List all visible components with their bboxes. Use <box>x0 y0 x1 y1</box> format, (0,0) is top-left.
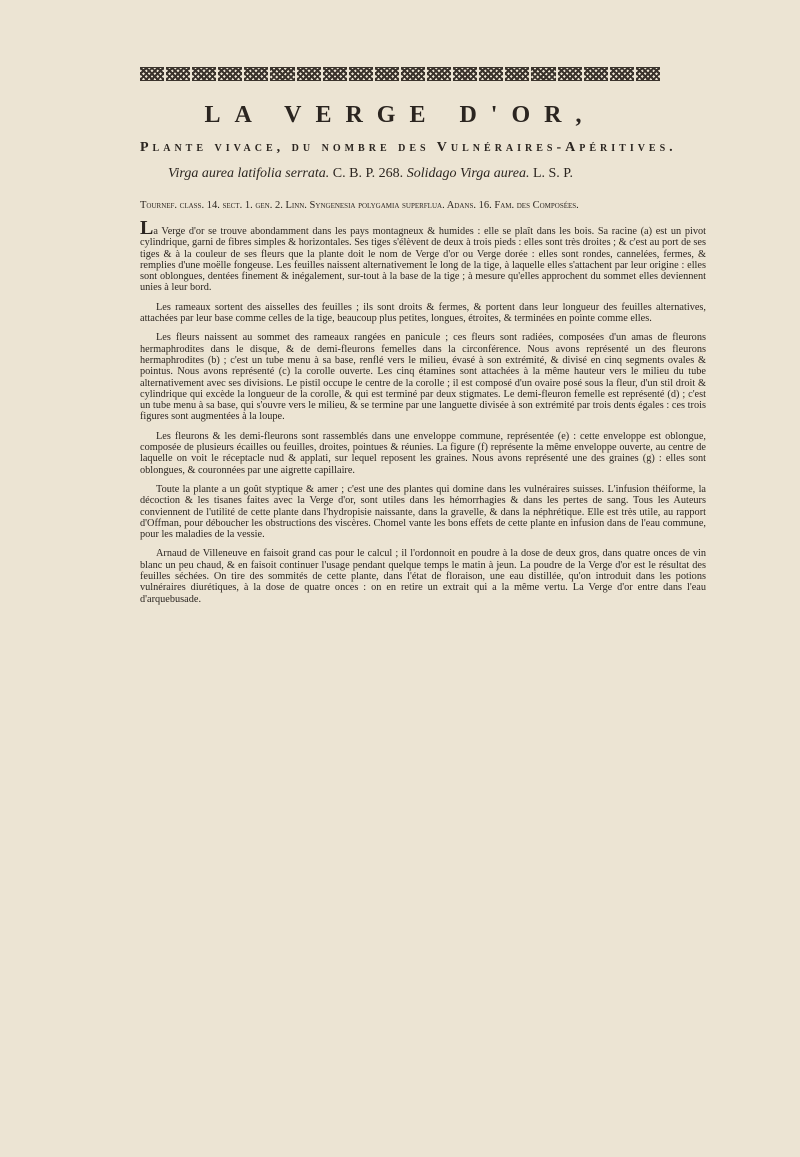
header-ornament <box>140 66 660 82</box>
latin-names <box>168 166 573 182</box>
paragraph: Les rameaux sortent des aisselles des feuilles ; ils sont droits & fermes, & portent dans leur longueur des feuilles alternatives, attachées par leur base comme celles de la tige, beaucoup plus petites, longues, étroites, & terminées en pointe comme elles. <box>140 301 706 325</box>
drop-cap: L <box>140 217 154 239</box>
paragraph: La Verge d'or se trouve abondamment dans les pays montagneux & humides : elle se plaît dans les bois. Sa racine (a) est un pivot cylindrique, garni de fibres simples & horizontales. Ses tiges s'élèvent de deux à trois pieds : elles sont très droites ; & c'est au port de ses tiges & à la couleur de ses fleurs que la plante doit le nom de Verge d'or ou Verge dorée : elles sont rondes, cannelées, fermes, & remplies d'une moëlle fongeuse. Les feuilles naissent alternativement le long de la tige, à laquelle elles s'attachent par leur origine : elles sont oblongues, dentées finement & inégalement, sur-tout à la base de la tige ; à mesure qu'elles approchent du sommet elles deviennent unies à leur bord. <box>140 217 706 294</box>
classification-line: Tournef. class. 14. sect. 1. gen. 2. Linn. Syngenesia polygamia superflua. Adans. 16. Fam. des Composées. <box>140 200 579 211</box>
paragraph: Arnaud de Villeneuve en faisoit grand cas pour le calcul ; il l'ordonnoit en poudre à la dose de deux gros, dans quatre onces de vin blanc un peu chaud, & en faisoit continuer l'usage pendant quelque temps le matin à jeun. La poudre de la Verge d'or est le résultat des feuilles séchées. On tire des sommités de cette plante, dans l'état de floraison, une eau distillée, qu'on introduit dans les potions vulnéraires diurétiques, à la dose de quatre onces : on en retire un extrait qui a la même vertu. La Verge d'or entre dans l'eau d'arquebusade. <box>140 548 706 605</box>
latin-name: Virga aurea latifolia serrata. <box>168 166 330 181</box>
paragraph: Les fleurons & les demi-fleurons sont rassemblés dans une enveloppe commune, représentée (e) : cette enveloppe est oblongue, composée de plusieurs écailles ou feuilles, droites, pointues & réunies. La figure (f) représente la même enveloppe ouverte, au centre de laquelle on voit le réceptacle nud & applati, sur lequel reposent les graines. Nous avons représenté une des graines (g) : elles sont oblongues, & couronnées par une aigrette capillaire. <box>140 430 706 476</box>
page-title: LA VERGE D'OR, <box>204 102 596 128</box>
paragraph: Les fleurs naissent au sommet des rameaux rangées en panicule ; ces fleurs sont radiées, composées d'un amas de fleurons hermaphrodites dans le disque, & de demi-fleurons femelles dans la circonférence. Nous avons représenté un des fleurons hermaphrodites (b) ; c'est un tube menu à sa base, renflé vers le milieu, évasé à son extrémité, & divisé en cinq segments ovales & pointus. Nous avons représenté (c) la corolle ouverte. Les cinq étamines sont attachées à la même hauteur vers le milieu du tube alternativement avec ses divisions. Le pistil occupe le centre de la corolle ; il est composé d'un ovaire posé sous la fleur, d'un stil droit & cylindrique qui excède la longueur de la corolle, & qui est terminé par deux stigmates. Le demi-fleuron femelle est représenté (d) ; c'est un tube menu à sa base, qui s'ouvre vers le milieu, & se termine par une languette divisée à son extrémité par trois dents égales : ces trois figures sont augmentées à la loupe. <box>140 332 706 423</box>
latin-synonym-reference: L. S. P. <box>532 166 574 181</box>
body-text <box>140 217 706 613</box>
page-subtitle: Plante vivace, du nombre des Vulnéraires-Apéritives. <box>140 140 677 155</box>
latin-synonym: Solidago Virga aurea. <box>406 166 530 181</box>
paragraph: Toute la plante a un goût styptique & amer ; c'est une des plantes qui domine dans les vulnéraires suisses. L'infusion théiforme, la décoction & les tisanes faites avec la Verge d'or, sont utiles dans les hémorrhagies & dans les pertes de sang. Tous les Auteurs conviennent de l'utilité de cette plante dans l'hydropisie naissante, dans la gravelle, & dans la néphrétique. Elle est très utile, au rapport d'Offman, pour déboucher les obstructions des viscères. Chomel vante les bons effets de cette plante en infusion dans de l'eau commune, pour les maladies de la vessie. <box>140 483 706 541</box>
latin-reference: C. B. P. 268. <box>332 166 404 181</box>
